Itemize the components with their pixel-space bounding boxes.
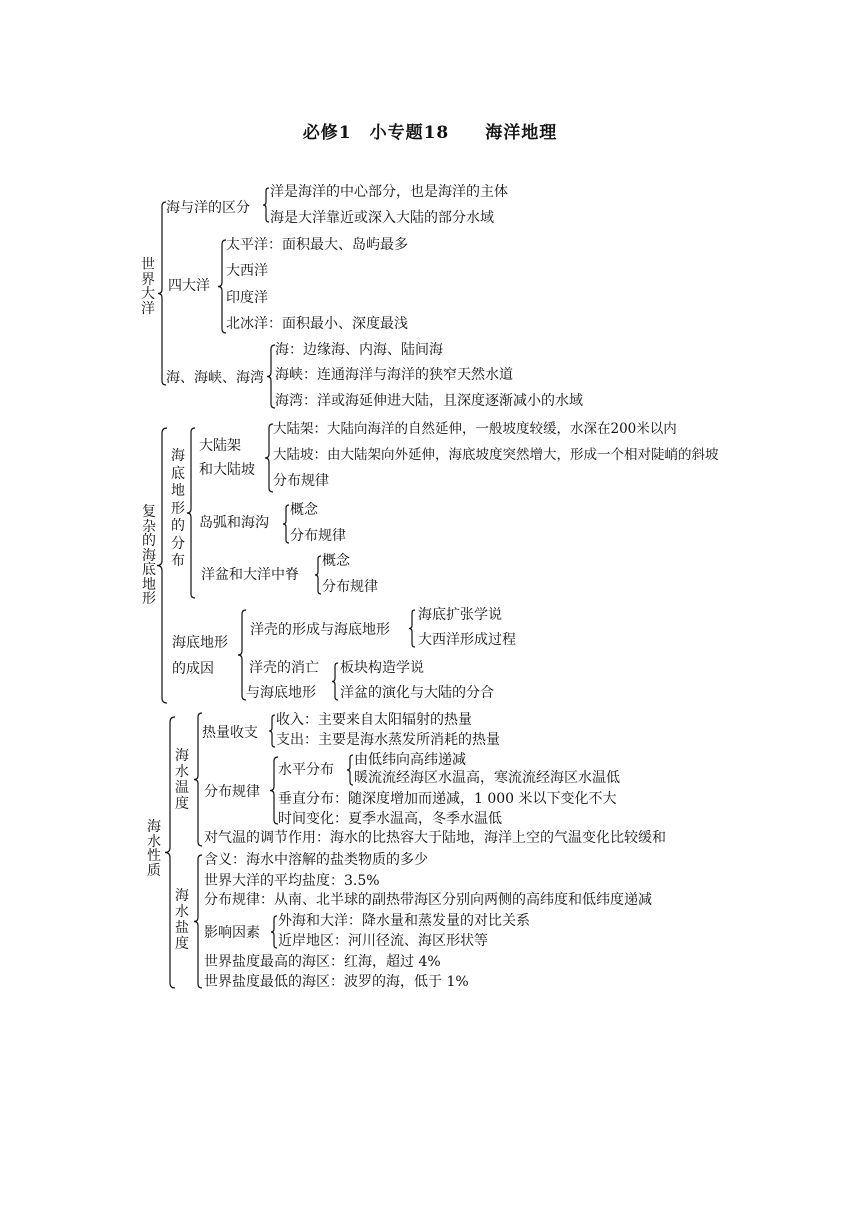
seas-straits-brace — [267, 345, 275, 408]
salinity-pattern: 分布规律：从南、北半球的副热带海区分别向两侧的高纬度和低纬度递减 — [204, 892, 652, 908]
salinity-definition: 含义：海水中溶解的盐类物质的多少 — [204, 852, 428, 868]
basins-brace — [315, 556, 321, 594]
horizontal-brace — [347, 755, 353, 785]
shelf-item: 分布规律 — [273, 473, 329, 489]
seafloor-distribution-label: 海底地形的分布 — [171, 448, 185, 569]
formation-item: 大西洋形成过程 — [418, 632, 516, 648]
seafloor-label: 复杂的海底地形 — [142, 504, 156, 607]
shelf-label: 大陆架 — [199, 438, 241, 454]
extinction-item: 板块构造学说 — [340, 660, 424, 676]
shelf-item: 大陆架：大陆向海洋的自然延伸，一般坡度较缓，水深在200米以内 — [273, 421, 677, 437]
basins-item: 分布规律 — [322, 579, 378, 595]
sea-vs-ocean-brace — [263, 188, 269, 222]
temperature-label: 海水温度 — [175, 748, 189, 812]
factors-item: 外海和大洋：降水量和蒸发量的对比关系 — [278, 913, 530, 929]
seawater-label: 海水性质 — [147, 819, 161, 879]
four-oceans-item: 印度洋 — [226, 290, 268, 306]
heat-brace — [269, 715, 275, 747]
salinity-average: 世界大洋的平均盐度：3.5% — [204, 873, 380, 889]
temperature-brace — [194, 713, 202, 846]
horizontal-item: 暖流流经海区水温高，寒流流经海区水温低 — [354, 770, 620, 786]
factors-label: 影响因素 — [204, 925, 260, 941]
salinity-label: 海水盐度 — [175, 888, 189, 952]
four-oceans-item: 大西洋 — [226, 263, 268, 279]
causes-label: 的成因 — [172, 661, 214, 677]
horizontal-item: 由低纬向高纬递减 — [354, 752, 466, 768]
extinction-brace — [332, 663, 338, 700]
page-title: 必修1 小专题18 海洋地理 — [302, 123, 558, 143]
formation-brace — [409, 610, 415, 647]
basins-label: 洋盆和大洋中脊 — [201, 567, 299, 583]
factors-item: 近岸地区：河川径流、海区形状等 — [278, 933, 488, 949]
temp-pattern-label: 分布规律 — [204, 784, 260, 800]
factors-brace — [271, 916, 277, 948]
causes-brace — [238, 610, 246, 700]
shelf-brace — [265, 424, 273, 492]
horizontal-label: 水平分布 — [278, 762, 334, 778]
extinction-item: 洋盆的演化与大陆的分合 — [340, 685, 494, 701]
distribution-brace — [187, 428, 195, 598]
world-ocean-label: 世界大洋 — [141, 257, 155, 317]
four-oceans-item: 北冰洋：面积最小、深度最浅 — [226, 316, 408, 332]
climate-regulation: 对气温的调节作用：海水的比热容大于陆地，海洋上空的气温变化比较缓和 — [204, 830, 666, 846]
salinity-brace — [194, 855, 202, 988]
arcs-item: 分布规律 — [290, 528, 346, 544]
sea-vs-ocean-label: 海与洋的区分 — [166, 200, 250, 216]
formation-label: 洋壳的形成与海底地形 — [250, 622, 390, 638]
shelf-item: 大陆坡：由大陆架向外延伸，海底坡度突然增大，形成一个相对陡峭的斜坡 — [273, 447, 719, 463]
four-oceans-brace — [218, 240, 226, 333]
sea-vs-ocean-item: 洋是海洋的中心部分，也是海洋的主体 — [270, 184, 508, 200]
basins-item: 概念 — [322, 553, 350, 569]
seas-straits-item: 海湾：洋或海延伸进大陆，且深度逐渐减小的水域 — [275, 393, 583, 409]
time-variation: 时间变化：夏季水温高，冬季水温低 — [278, 811, 502, 827]
sea-vs-ocean-item: 海是大洋靠近或深入大陆的部分水域 — [270, 210, 494, 226]
extinction-label: 洋壳的消亡 — [249, 660, 319, 676]
arcs-brace — [283, 505, 289, 543]
extinction-label: 与海底地形 — [246, 685, 316, 701]
seas-straits-item: 海：边缘海、内海、陆间海 — [275, 342, 443, 358]
seas-straits-label: 海、海峡、海湾 — [166, 370, 264, 386]
world-ocean-brace — [158, 202, 166, 385]
heat-label: 热量收支 — [202, 725, 258, 741]
causes-label: 海底地形 — [172, 635, 228, 651]
shelf-label: 和大陆坡 — [199, 462, 255, 478]
salinity-lowest: 世界盐度最低的海区：波罗的海，低于 1% — [204, 974, 469, 990]
salinity-highest: 世界盐度最高的海区：红海，超过 4% — [204, 954, 441, 970]
vertical-distribution: 垂直分布：随深度增加而递减，1 000 米以下变化不大 — [278, 791, 617, 807]
four-oceans-label: 四大洋 — [168, 278, 210, 294]
seas-straits-item: 海峡：连通海洋与海洋的狭窄天然水道 — [275, 367, 513, 383]
heat-item: 收入：主要来自太阳辐射的热量 — [276, 712, 472, 728]
heat-item: 支出：主要是海水蒸发所消耗的热量 — [276, 732, 500, 748]
formation-item: 海底扩张学说 — [418, 607, 502, 623]
arcs-item: 概念 — [290, 502, 318, 518]
temp-pattern-brace — [270, 757, 278, 824]
four-oceans-item: 太平洋：面积最大、岛屿最多 — [226, 237, 408, 253]
arcs-label: 岛弧和海沟 — [199, 515, 269, 531]
seafloor-brace — [157, 428, 167, 703]
